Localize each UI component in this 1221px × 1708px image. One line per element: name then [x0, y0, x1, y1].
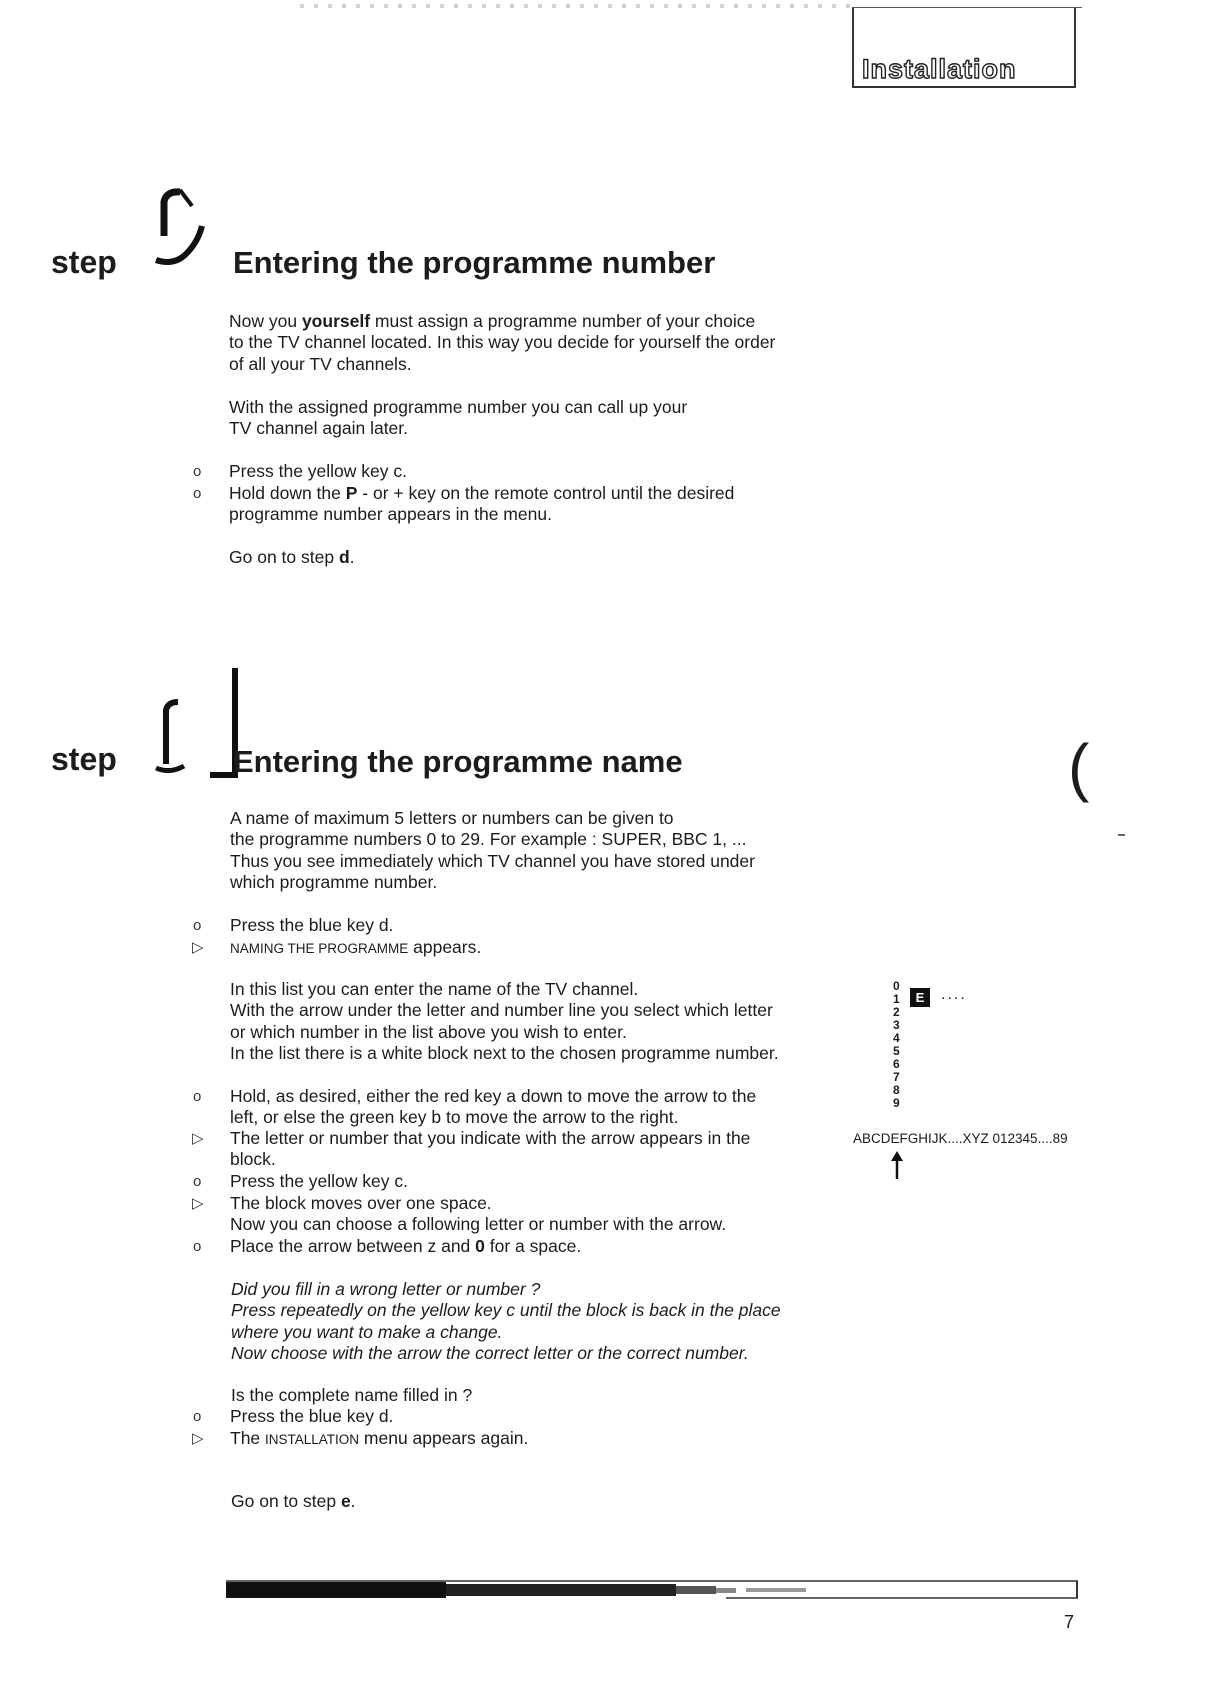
- step-d-result-5: The INSTALLATION menu appears again.: [230, 1428, 529, 1448]
- menu-digit: 8: [893, 1083, 900, 1097]
- step-d-instruction-4: Place the arrow between z and 0 for a space.: [230, 1236, 582, 1256]
- step-d-instruction-1: Press the blue key d.: [230, 915, 394, 935]
- menu-digit: 4: [893, 1031, 900, 1045]
- step-c-heading: Entering the programme number: [233, 245, 716, 280]
- menu-digit: 7: [893, 1070, 900, 1084]
- bullet-circle: o: [193, 1088, 202, 1105]
- menu-digit: 3: [893, 1018, 900, 1032]
- step-d-instruction-3: Press the yellow key c.: [230, 1171, 408, 1191]
- step-c-para2: With the assigned programme number you can call up your TV channel again later.: [229, 397, 688, 439]
- step-c-para1: Now you yourself must assign a programme number of your choice to the TV channel located. In this way you decide for yourself the order of all your TV channels.: [229, 311, 776, 374]
- bullet-circle: o: [193, 485, 202, 502]
- step-d-tip: Did you fill in a wrong letter or number ? Press repeatedly on the yellow key c until the block is back in the place where you want to make a change. Now choose with the arrow the correct letter or the correct number.: [231, 1279, 781, 1363]
- step-d-label: step: [51, 741, 117, 777]
- scan-noise: [300, 4, 850, 8]
- menu-digit: 6: [893, 1057, 900, 1071]
- scan-mark: [1118, 834, 1125, 836]
- name-placeholder-dots: ....: [941, 986, 967, 1003]
- menu-digit: 5: [893, 1044, 900, 1058]
- menu-digit: 9: [893, 1096, 900, 1110]
- bracket-mark: (: [1068, 731, 1090, 803]
- result-triangle-icon: ▷: [192, 1430, 204, 1447]
- step-d-para2: In this list you can enter the name of the TV channel. With the arrow under the letter and number line you select which letter or which number in the list above you wish to enter. In the list there is a white block next to the chosen programme number.: [230, 979, 779, 1063]
- section-title: Installation: [862, 54, 1017, 84]
- step-d-result-2: The letter or number that you indicate with the arrow appears in the block.: [230, 1128, 751, 1170]
- menu-digit: 1: [893, 992, 900, 1006]
- bullet-circle: o: [193, 1173, 202, 1190]
- step-d-go-on: Go on to step e.: [231, 1491, 356, 1511]
- page-number: 7: [1064, 1612, 1075, 1632]
- result-triangle-icon: ▷: [192, 939, 204, 956]
- step-d-result-1: NAMING THE PROGRAMME appears.: [230, 937, 482, 957]
- step-c-go-on: Go on to step d.: [229, 547, 355, 567]
- step-d-heading: Entering the programme name: [233, 744, 683, 779]
- step-d-instruction-2: Hold, as desired, either the red key a down to move the arrow to the left, or else the green key b to move the arrow to the right.: [230, 1086, 757, 1128]
- name-block: E: [910, 988, 930, 1007]
- bullet-circle: o: [193, 1238, 202, 1255]
- menu-digit: 2: [893, 1005, 900, 1019]
- step-d-result-3: The block moves over one space. Now you can choose a following letter or number with the arrow.: [230, 1193, 727, 1235]
- step-d-instruction-5: Press the blue key d.: [230, 1406, 394, 1426]
- result-triangle-icon: ▷: [192, 1130, 204, 1147]
- menu-digit: 0: [893, 979, 900, 993]
- step-c-bullet1: Press the yellow key c.: [229, 461, 407, 481]
- bullet-circle: o: [193, 1408, 202, 1425]
- result-triangle-icon: ▷: [192, 1195, 204, 1212]
- arrow-up-icon: [889, 1151, 905, 1181]
- step-d-para1: A name of maximum 5 letters or numbers can be given to the programme numbers 0 to 29. For example : SUPER, BBC 1, ... Thus you see immediately which TV channel you have stored under which programme number.: [230, 808, 755, 892]
- bullet-circle: o: [193, 463, 202, 480]
- alphabet-line: ABCDEFGHIJK....XYZ 012345....89: [853, 1131, 1068, 1146]
- step-c-label: step: [51, 244, 117, 280]
- footer-bar: [226, 1580, 1078, 1600]
- bullet-circle: o: [193, 917, 202, 934]
- step-c-letter-icon: [150, 188, 212, 278]
- step-d-letter-icon: [150, 668, 240, 780]
- step-c-bullet2: Hold down the P - or + key on the remote control until the desired programme number appears in the menu.: [229, 483, 735, 525]
- step-d-complete-question: Is the complete name filled in ?: [231, 1385, 473, 1405]
